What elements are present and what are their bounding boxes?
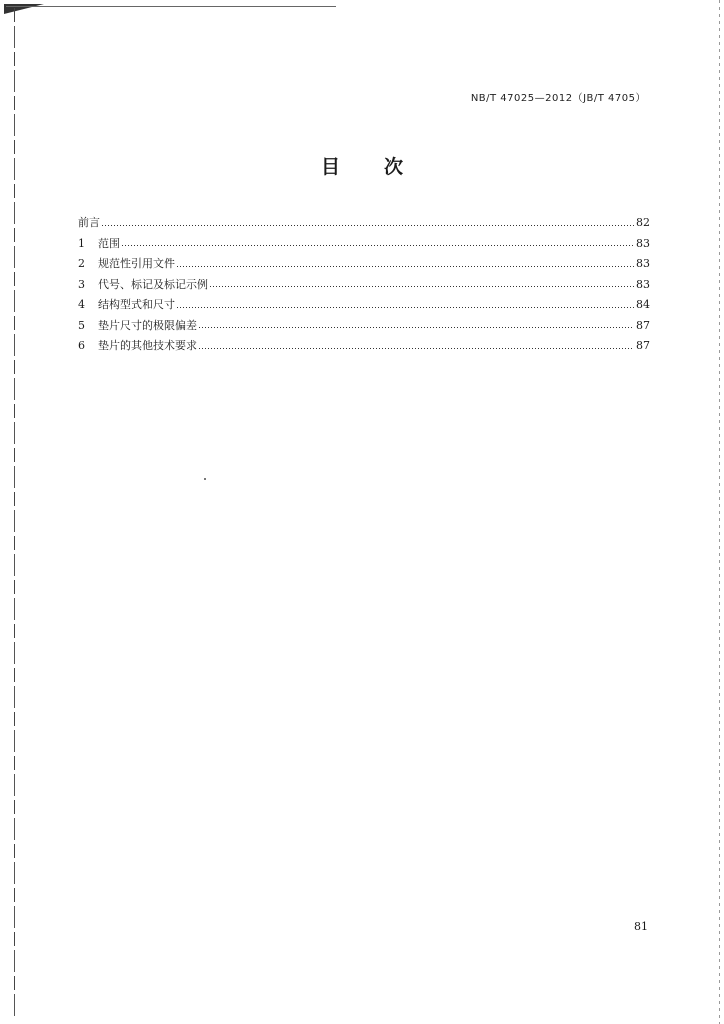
toc-entry-title: 规范性引用文件 xyxy=(98,257,175,270)
dot-leader xyxy=(122,245,634,246)
toc-entry-page: 87 xyxy=(636,318,650,332)
toc-entry-5[interactable] xyxy=(78,316,650,337)
toc-entry-number: 3 xyxy=(78,277,85,291)
toc-entry-page: 83 xyxy=(636,257,650,270)
dot-leader xyxy=(199,348,634,349)
toc-entry-number: 1 xyxy=(78,236,85,250)
toc-entry-foreword[interactable] xyxy=(78,213,650,234)
toc-entry-page: 83 xyxy=(636,277,650,291)
page-number: 81 xyxy=(634,920,648,933)
toc-entry-2[interactable] xyxy=(78,254,650,275)
toc-entry-page: 82 xyxy=(636,216,650,229)
dot-leader xyxy=(177,266,634,267)
toc-entry-title: 代号、标记及标记示例 xyxy=(98,277,208,291)
toc-entry-page: 84 xyxy=(636,298,650,311)
toc-entry-number: 6 xyxy=(78,339,85,352)
toc-entry-title: 结构型式和尺寸 xyxy=(98,298,175,311)
dot-leader xyxy=(102,225,634,226)
toc-heading xyxy=(0,152,724,179)
dot-leader xyxy=(177,307,634,308)
scan-speck xyxy=(204,478,206,480)
toc-entry-6[interactable] xyxy=(78,336,650,357)
toc-entry-1[interactable] xyxy=(78,234,650,255)
table-of-contents xyxy=(78,213,650,357)
toc-heading-char-1: 目 xyxy=(320,156,340,178)
scan-top-edge xyxy=(6,6,336,7)
toc-entry-page: 87 xyxy=(636,339,650,352)
standard-code: NB/T 47025—2012（JB/T 4705） xyxy=(470,93,646,104)
toc-entry-title: 垫片的其他技术要求 xyxy=(98,339,197,352)
toc-entry-number: 2 xyxy=(78,257,85,270)
dot-leader xyxy=(199,327,634,328)
toc-entry-page: 83 xyxy=(636,236,650,250)
toc-entry-title: 垫片尺寸的极限偏差 xyxy=(98,318,197,332)
toc-entry-title: 范围 xyxy=(98,236,120,250)
toc-entry-number: 4 xyxy=(78,298,85,311)
dot-leader xyxy=(210,286,634,287)
toc-entry-4[interactable] xyxy=(78,295,650,316)
toc-entry-3[interactable] xyxy=(78,275,650,296)
toc-heading-char-2: 次 xyxy=(384,156,404,178)
toc-entry-title: 前言 xyxy=(78,216,100,229)
toc-entry-number: 5 xyxy=(78,318,85,332)
